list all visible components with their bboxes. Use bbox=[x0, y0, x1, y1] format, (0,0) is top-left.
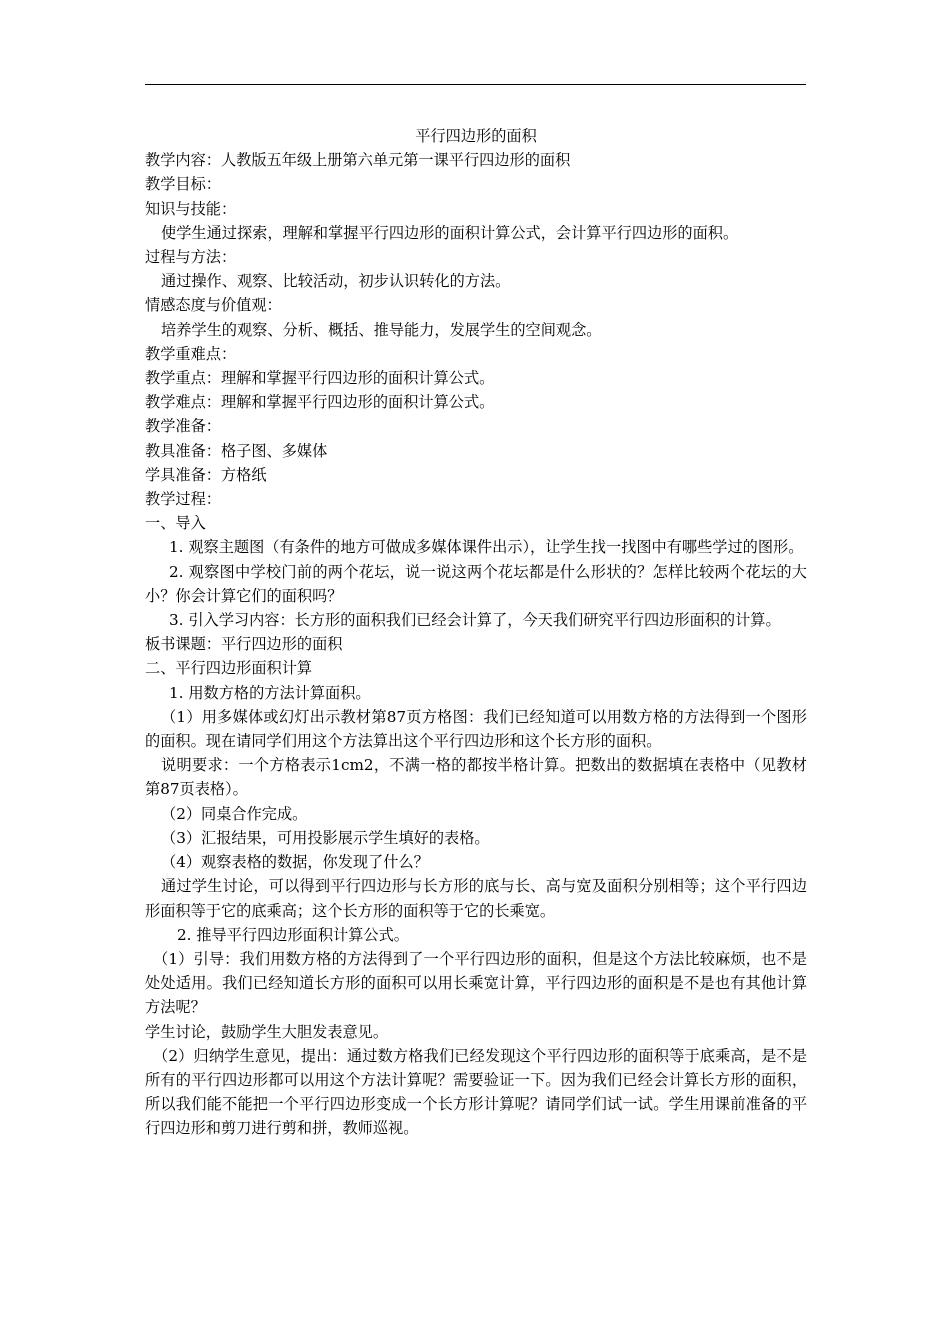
document-paragraph: 通过学生讨论，可以得到平行四边形与长方形的底与长、高与宽及面积分别相等；这个平行四边形面积等于它的底乘高；这个长方形的面积等于它的长乘宽。 bbox=[145, 877, 807, 920]
document-paragraph: 二、平行四边形面积计算 bbox=[145, 659, 313, 678]
document-paragraph: 1. 用数方格的方法计算面积。 bbox=[169, 683, 371, 702]
document-paragraph: （1）引导：我们用数方格的方法得到了一个平行四边形的面积，但是这个方法比较麻烦，也不是处处适用。我们已经知道长方形的面积可以用长乘宽计算，平行四边形的面积是不是也有其他计算方法呢？ bbox=[145, 949, 807, 1017]
document-paragraph: 知识与技能： bbox=[145, 199, 237, 218]
document-paragraph: （2）归纳学生意见，提出：通过数方格我们已经发现这个平行四边形的面积等于底乘高，是不是所有的平行四边形都可以用这个方法计算呢？需要验证一下。因为我们已经会计算长方形的面积，所以我们能不能把一个平行四边形变成一个长方形计算呢？请同学们试一试。学生用课前准备的平行四边形和剪刀进行剪和拼，教师巡视。 bbox=[145, 1046, 807, 1138]
document-paragraph: 2. 观察图中学校门前的两个花坛，说一说这两个花坛都是什么形状的？怎样比较两个花坛的大小？你会计算它们的面积吗？ bbox=[145, 562, 807, 605]
document-paragraph: 学生讨论，鼓励学生大胆发表意见。 bbox=[145, 1022, 388, 1041]
document-paragraph: 教学重难点： bbox=[145, 344, 237, 363]
document-body bbox=[145, 124, 807, 1141]
document-paragraph: 1. 观察主题图（有条件的地方可做成多媒体课件出示），让学生找一找图中有哪些学过的图形。 bbox=[169, 538, 804, 557]
document-lines bbox=[145, 148, 807, 1140]
document-paragraph: 板书课题：平行四边形的面积 bbox=[145, 635, 343, 654]
document-paragraph: 教学目标： bbox=[145, 175, 221, 194]
document-paragraph: （3）汇报结果，可用投影展示学生填好的表格。 bbox=[161, 828, 490, 847]
document-paragraph: 培养学生的观察、分析、概括、推导能力，发展学生的空间观念。 bbox=[161, 320, 602, 339]
document-paragraph: 教学重点：理解和掌握平行四边形的面积计算公式。 bbox=[145, 369, 495, 388]
document-paragraph: 教学内容：人教版五年级上册第六单元第一课平行四边形的面积 bbox=[145, 151, 571, 170]
document-paragraph: 教学准备： bbox=[145, 417, 221, 436]
document-paragraph: （2）同桌合作完成。 bbox=[161, 804, 308, 823]
document-paragraph: 教学过程： bbox=[145, 490, 221, 509]
document-paragraph: 过程与方法： bbox=[145, 248, 237, 267]
document-paragraph: 教学难点：理解和掌握平行四边形的面积计算公式。 bbox=[145, 393, 495, 412]
document-paragraph: 2. 推导平行四边形面积计算公式。 bbox=[177, 925, 409, 944]
header-rule bbox=[145, 84, 806, 85]
document-title: 平行四边形的面积 bbox=[415, 127, 537, 145]
document-paragraph: 说明要求：一个方格表示1cm2，不满一格的都按半格计算。把数出的数据填在表格中（见教材第87页表格）。 bbox=[145, 756, 807, 799]
document-paragraph: （1）用多媒体或幻灯出示教材第87页方格图：我们已经知道可以用数方格的方法得到一个图形的面积。现在请同学们用这个方法算出这个平行四边形和这个长方形的面积。 bbox=[145, 707, 807, 751]
document-paragraph: 一、导入 bbox=[145, 514, 206, 533]
document-paragraph: 3. 引入学习内容：长方形的面积我们已经会计算了，今天我们研究平行四边形面积的计算。 bbox=[169, 611, 781, 630]
document-paragraph: 情感态度与价值观： bbox=[145, 296, 282, 315]
document-paragraph: 教具准备：格子图、多媒体 bbox=[145, 441, 328, 460]
document-paragraph: 学具准备：方格纸 bbox=[145, 465, 267, 484]
document-paragraph: （4）观察表格的数据，你发现了什么？ bbox=[161, 853, 429, 872]
document-paragraph: 通过操作、观察、比较活动，初步认识转化的方法。 bbox=[161, 272, 511, 291]
document-paragraph: 使学生通过探索，理解和掌握平行四边形的面积计算公式，会计算平行四边形的面积。 bbox=[161, 223, 739, 242]
